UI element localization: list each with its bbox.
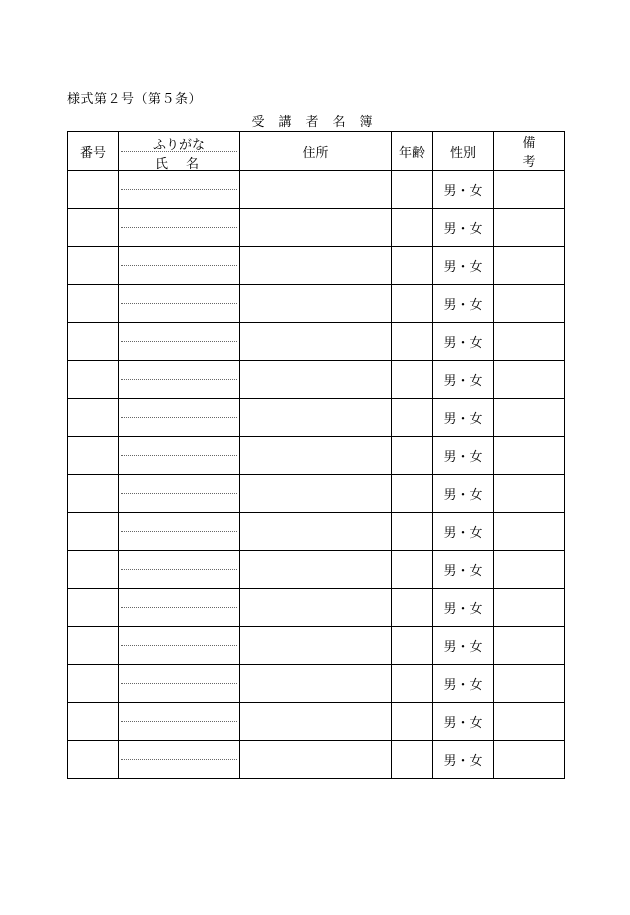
header-name-label: 氏名: [154, 157, 217, 172]
age-cell[interactable]: [392, 627, 433, 665]
number-cell[interactable]: [68, 247, 119, 285]
number-cell[interactable]: [68, 285, 119, 323]
name-cell[interactable]: [119, 209, 240, 247]
table-row: [68, 665, 565, 703]
name-cell[interactable]: [119, 627, 240, 665]
address-cell[interactable]: [240, 703, 392, 741]
name-cell[interactable]: [119, 741, 240, 779]
remarks-cell[interactable]: [494, 323, 565, 361]
table-row: [68, 741, 565, 779]
age-cell[interactable]: [392, 589, 433, 627]
address-cell[interactable]: [240, 627, 392, 665]
document-title: 受講者名簿: [251, 115, 387, 130]
gender-cell[interactable]: 男・女: [433, 323, 494, 361]
name-cell[interactable]: [119, 171, 240, 209]
remarks-cell[interactable]: [494, 741, 565, 779]
dotted-divider: [121, 341, 237, 342]
name-cell[interactable]: [119, 665, 240, 703]
remarks-cell[interactable]: [494, 665, 565, 703]
remarks-cell[interactable]: [494, 285, 565, 323]
address-cell[interactable]: [240, 589, 392, 627]
remarks-cell[interactable]: [494, 247, 565, 285]
name-cell[interactable]: [119, 703, 240, 741]
address-cell[interactable]: [240, 209, 392, 247]
dotted-divider: [121, 303, 237, 304]
name-cell[interactable]: [119, 285, 240, 323]
dotted-divider: [121, 227, 237, 228]
name-cell[interactable]: [119, 361, 240, 399]
dotted-divider: [121, 607, 237, 608]
gender-cell[interactable]: 男・女: [433, 551, 494, 589]
dotted-divider: [121, 379, 237, 380]
address-cell[interactable]: [240, 551, 392, 589]
age-cell[interactable]: [392, 285, 433, 323]
remarks-cell[interactable]: [494, 475, 565, 513]
gender-cell[interactable]: 男・女: [433, 247, 494, 285]
age-cell[interactable]: [392, 513, 433, 551]
number-cell[interactable]: [68, 627, 119, 665]
remarks-cell[interactable]: [494, 171, 565, 209]
gender-cell[interactable]: 男・女: [433, 209, 494, 247]
table-row: [68, 209, 565, 247]
address-cell[interactable]: [240, 247, 392, 285]
age-cell[interactable]: [392, 209, 433, 247]
remarks-cell[interactable]: [494, 399, 565, 437]
form-label: 様式第２号（第５条）: [67, 92, 203, 107]
name-cell[interactable]: [119, 323, 240, 361]
table-row: [68, 399, 565, 437]
age-cell[interactable]: [392, 703, 433, 741]
gender-cell[interactable]: 男・女: [433, 361, 494, 399]
gender-cell[interactable]: 男・女: [433, 399, 494, 437]
age-cell[interactable]: [392, 741, 433, 779]
number-cell[interactable]: [68, 513, 119, 551]
remarks-cell[interactable]: [494, 513, 565, 551]
remarks-cell[interactable]: [494, 627, 565, 665]
dotted-divider: [121, 683, 237, 684]
address-cell[interactable]: [240, 323, 392, 361]
gender-cell[interactable]: 男・女: [433, 437, 494, 475]
remarks-cell[interactable]: [494, 703, 565, 741]
age-cell[interactable]: [392, 323, 433, 361]
dotted-divider: [121, 265, 237, 266]
number-cell[interactable]: [68, 323, 119, 361]
dotted-divider: [121, 531, 237, 532]
number-cell[interactable]: [68, 589, 119, 627]
header-remarks: 備考: [494, 132, 565, 171]
remarks-cell[interactable]: [494, 437, 565, 475]
dotted-divider: [121, 645, 237, 646]
age-cell[interactable]: [392, 171, 433, 209]
header-number: 番号: [68, 132, 119, 171]
address-cell[interactable]: [240, 665, 392, 703]
address-cell[interactable]: [240, 741, 392, 779]
number-cell[interactable]: [68, 171, 119, 209]
gender-cell[interactable]: 男・女: [433, 285, 494, 323]
name-cell[interactable]: [119, 513, 240, 551]
remarks-cell[interactable]: [494, 361, 565, 399]
name-cell[interactable]: [119, 475, 240, 513]
table-row: [68, 247, 565, 285]
roster-table: [67, 131, 565, 779]
table-row: [68, 171, 565, 209]
dotted-divider: [121, 493, 237, 494]
age-cell[interactable]: [392, 361, 433, 399]
gender-cell[interactable]: 男・女: [433, 171, 494, 209]
address-cell[interactable]: [240, 513, 392, 551]
header-age: 年齢: [392, 132, 433, 171]
header-row: [68, 132, 565, 171]
dotted-divider: [121, 455, 237, 456]
age-cell[interactable]: [392, 247, 433, 285]
table-row: [68, 513, 565, 551]
gender-cell[interactable]: 男・女: [433, 475, 494, 513]
remarks-cell[interactable]: [494, 551, 565, 589]
header-gender: 性別: [433, 132, 494, 171]
name-cell[interactable]: [119, 399, 240, 437]
gender-cell[interactable]: 男・女: [433, 665, 494, 703]
number-cell[interactable]: [68, 475, 119, 513]
remarks-cell[interactable]: [494, 589, 565, 627]
number-cell[interactable]: [68, 741, 119, 779]
table-row: [68, 589, 565, 627]
table-row: [68, 323, 565, 361]
address-cell[interactable]: [240, 285, 392, 323]
table-row: [68, 703, 565, 741]
age-cell[interactable]: [392, 437, 433, 475]
name-cell[interactable]: [119, 551, 240, 589]
number-cell[interactable]: [68, 703, 119, 741]
address-cell[interactable]: [240, 171, 392, 209]
table-row: [68, 475, 565, 513]
age-cell[interactable]: [392, 551, 433, 589]
table-row: [68, 285, 565, 323]
age-cell[interactable]: [392, 475, 433, 513]
age-cell[interactable]: [392, 399, 433, 437]
gender-cell[interactable]: 男・女: [433, 589, 494, 627]
address-cell[interactable]: [240, 475, 392, 513]
number-cell[interactable]: [68, 437, 119, 475]
dotted-divider: [121, 189, 237, 190]
remarks-cell[interactable]: [494, 209, 565, 247]
number-cell[interactable]: [68, 361, 119, 399]
address-cell[interactable]: [240, 437, 392, 475]
header-name: [119, 132, 240, 171]
gender-cell[interactable]: 男・女: [433, 703, 494, 741]
number-cell[interactable]: [68, 209, 119, 247]
name-cell[interactable]: [119, 437, 240, 475]
dotted-divider: [121, 721, 237, 722]
address-cell[interactable]: [240, 361, 392, 399]
gender-cell[interactable]: 男・女: [433, 513, 494, 551]
header-furigana: ふりがな: [152, 138, 205, 153]
dotted-divider: [121, 569, 237, 570]
table-row: [68, 551, 565, 589]
table-row: [68, 627, 565, 665]
dotted-divider: [121, 759, 237, 760]
name-cell[interactable]: [119, 589, 240, 627]
number-cell[interactable]: [68, 399, 119, 437]
gender-cell[interactable]: 男・女: [433, 741, 494, 779]
gender-cell[interactable]: 男・女: [433, 627, 494, 665]
address-cell[interactable]: [240, 399, 392, 437]
header-address: 住所: [240, 132, 392, 171]
dotted-divider: [121, 417, 237, 418]
table-row: [68, 361, 565, 399]
dotted-divider: [121, 151, 237, 152]
table-row: [68, 437, 565, 475]
number-cell[interactable]: [68, 665, 119, 703]
number-cell[interactable]: [68, 551, 119, 589]
name-cell[interactable]: [119, 247, 240, 285]
age-cell[interactable]: [392, 665, 433, 703]
